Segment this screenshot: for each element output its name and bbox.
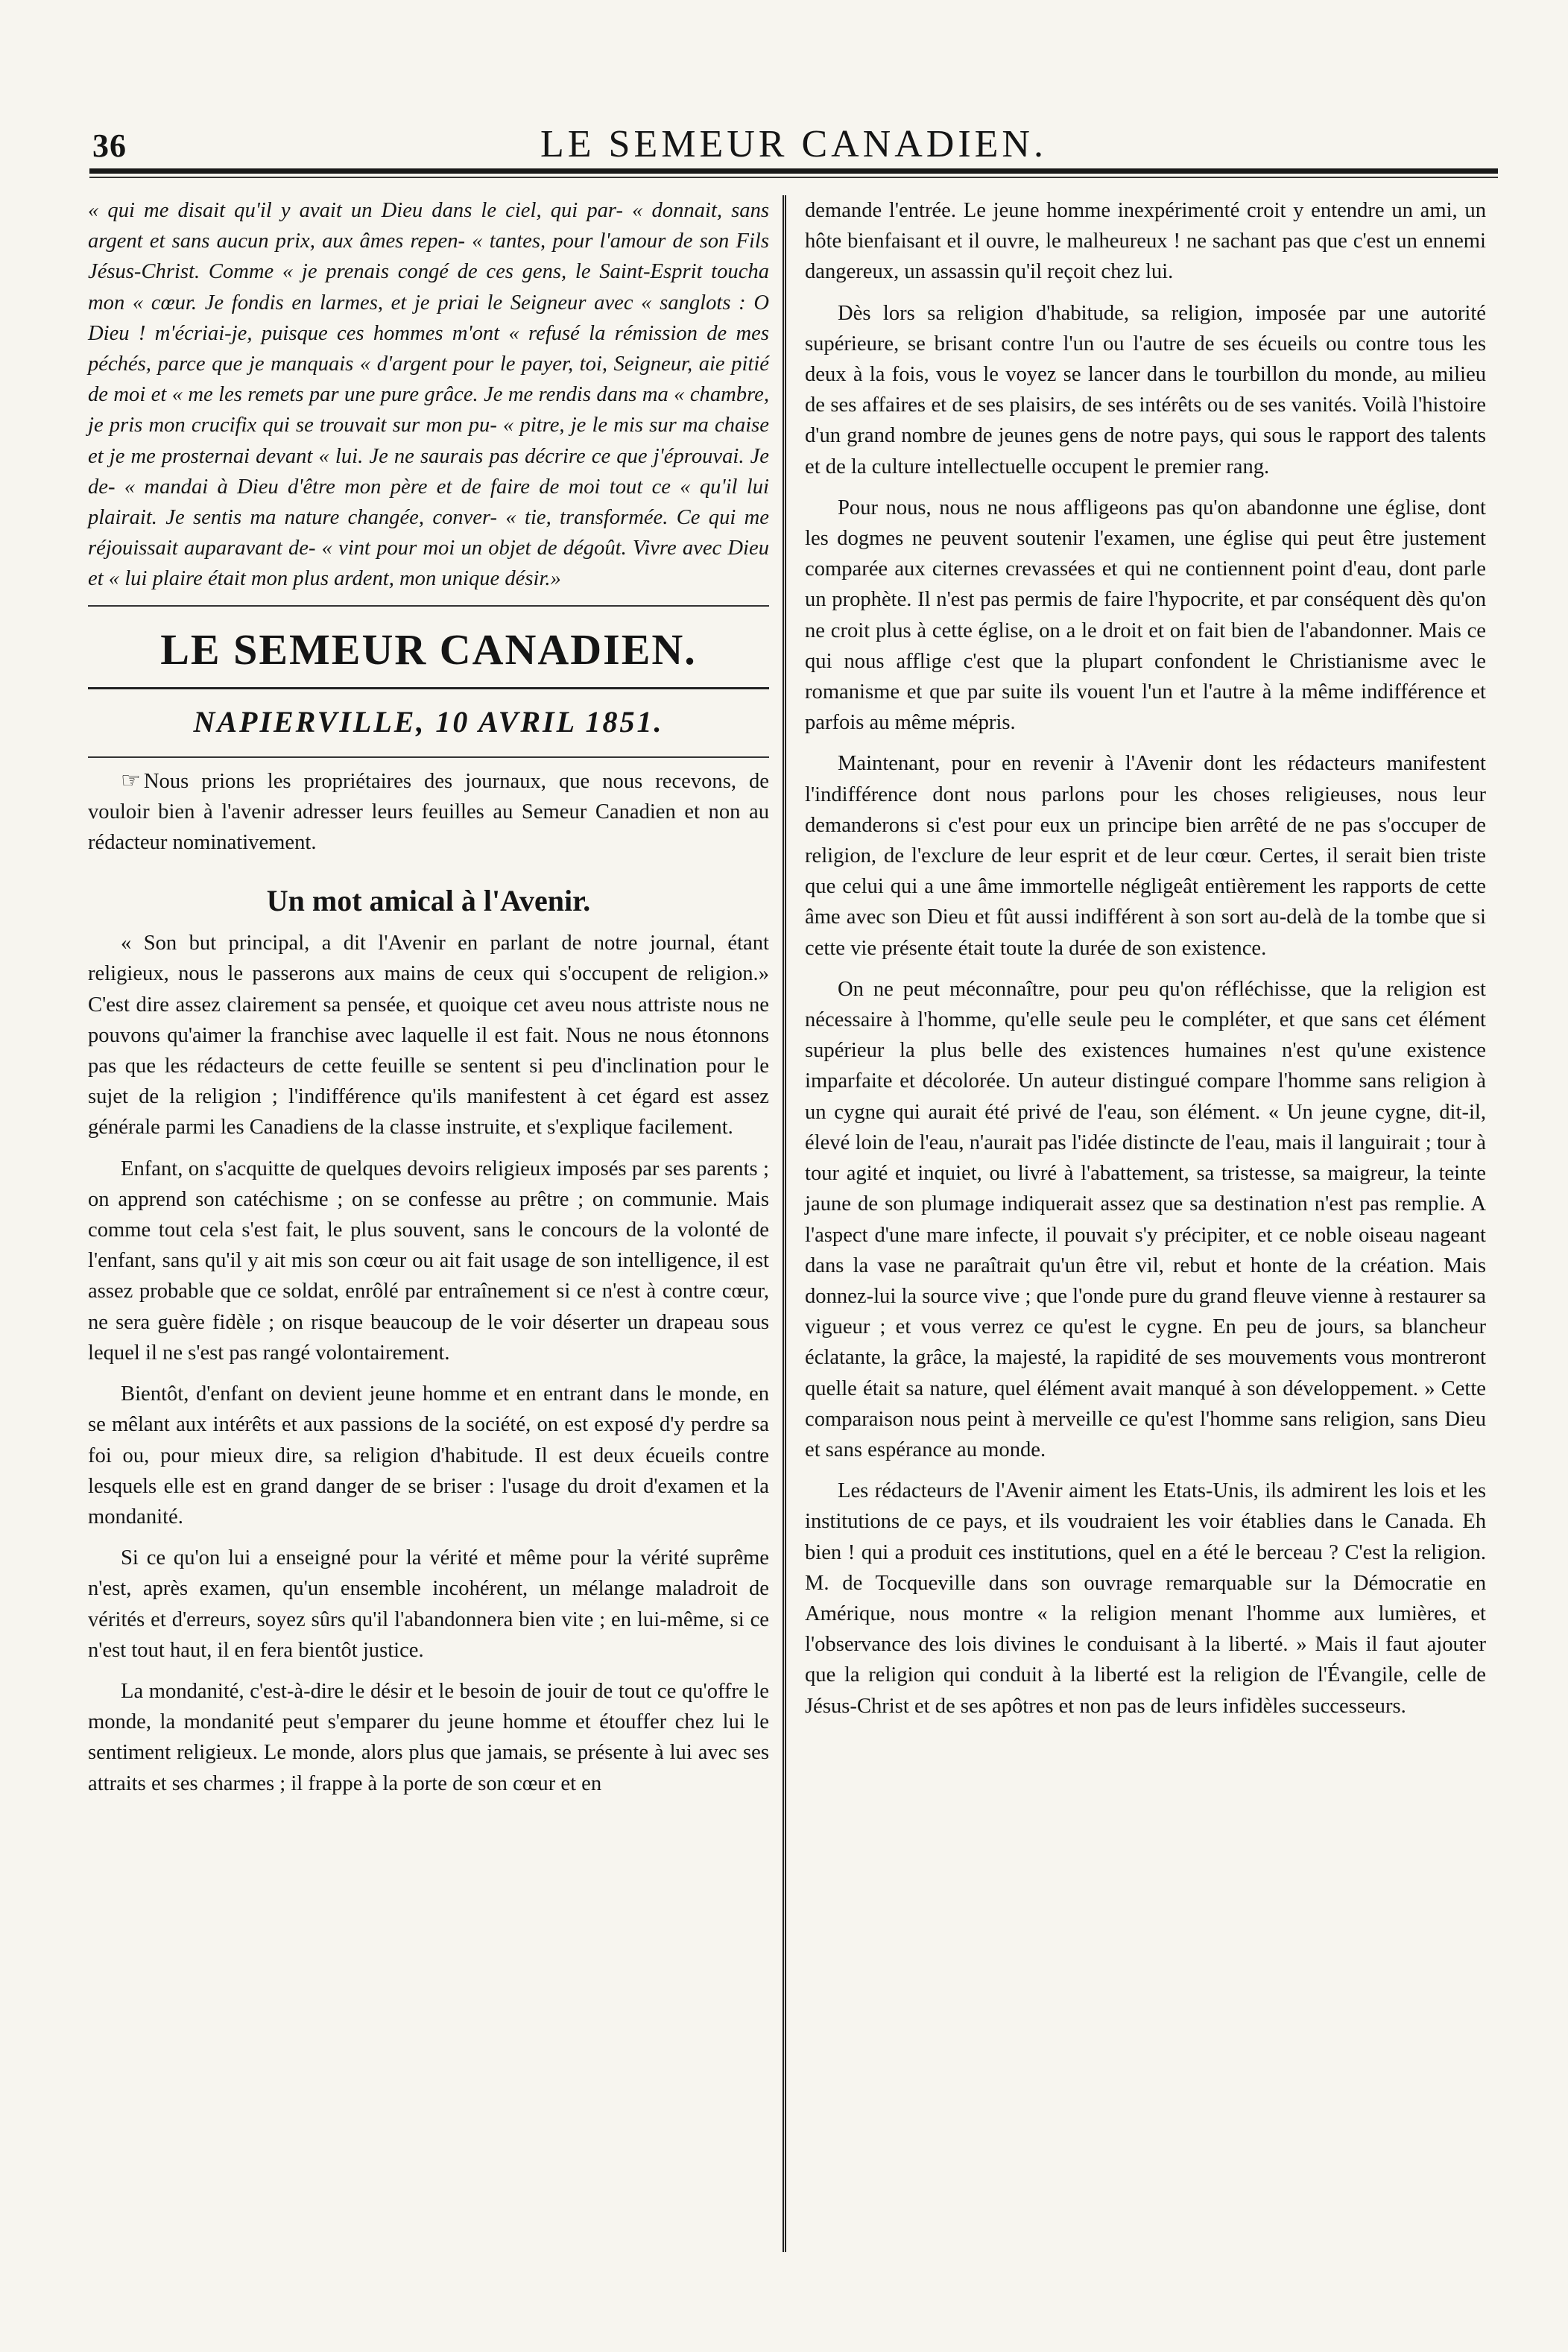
column-divider: [783, 195, 786, 2252]
notice-text: Nous prions les propriétaires des journaux, que nous recevons, de vouloir bien à l'avenir adresser leurs feuilles au Semeur Canadien et non au rédacteur nominativement.: [88, 769, 769, 855]
article-paragraph: Dès lors sa religion d'habitude, sa religion, imposée par une autorité supérieure, se brisant contre l'un ou l'autre de ses écueils ou contre tous les deux à la fois, vous le voyez se lancer dans le tourbillon du monde, au milieu de ses affaires et de ses plaisirs, de ses intérêts ou de ses vanités. Voilà l'histoire d'un grand nombre de jeunes gens de notre pays, qui sous le rapport des talents et de la culture intellectuelle occupent le premier rang.: [805, 301, 1486, 478]
quote-block: [88, 195, 769, 595]
masthead-rule: [88, 687, 769, 689]
dateline: NAPIERVILLE, 10 AVRIL 1851.: [193, 704, 664, 739]
publisher-notice: [88, 765, 769, 859]
running-title: LE SEMEUR CANADIEN.: [540, 123, 1047, 165]
page-number: 36: [92, 127, 127, 164]
article-title: Un mot amical à l'Avenir.: [266, 884, 591, 918]
header-rule-thick: [89, 168, 1498, 174]
header-rule-thin: [89, 177, 1498, 178]
article-paragraph: Maintenant, pour en revenir à l'Avenir dont les rédacteurs manifestent l'indifférence dont nous parlons pour les choses religieuses, nous leur demanderons si c'est pour eux un principe bien arrêté de ne pas s'occuper de religion, de l'exclure de leur esprit et de leur cœur. Certes, il serait bien triste que celui qui a une âme immortelle négligeât entièrement les rapports de cette âme avec son Dieu et fût aussi indifférent à son sort au-delà de la tombe que si cette vie présente était toute la durée de son existence.: [805, 752, 1486, 960]
article-paragraph: On ne peut méconnaître, pour peu qu'on réfléchisse, que la religion est nécessaire à l'homme, qu'elle seule peu le compléter, et que sans cet élément supérieur la plus belle des existences humaines n'est qu'une existence imparfaite et décolorée. Un auteur distingué compare l'homme sans religion à un cygne qui aurait été privé de l'eau, son élément. « Un jeune cygne, dit-il, élevé loin de l'eau, n'aurait pas l'idée distincte de l'eau, mais il languirait ; tour à tour agité et inquiet, ou livré à l'abattement, sa tristesse, sa maigreur, la teinte jaune de son plumage indiquerait assez que sa destination n'est pas remplie. A l'aspect d'une mare infecte, il pouvait s'y précipiter, et ce noble oiseau nageant dans la vase ne paraîtrait qu'un être vil, rebut et honte de la création. Mais donnez-lui la source vive ; que l'onde pure du grand fleuve vienne à restaurer sa vigueur ; et vous verrez ce qu'est le cygne. En peu de jours, sa blancheur éclatante, la grâce, la majesté, la rapidité de ses mouvements vous montreront quelle était sa nature, quel élément avait manqué à son développement. » Cette comparaison nous peint à merveille ce qu'est l'homme sans religion, sans Dieu et sans espérance au monde.: [805, 977, 1486, 1461]
article-paragraph: demande l'entrée. Le jeune homme inexpérimenté croit y entendre un ami, un hôte bienfaisant et il ouvre, le malheureux ! ne sachant pas que c'est un ennemi dangereux, un assassin qu'il reçoit chez lui.: [805, 199, 1486, 284]
masthead-separator: [88, 605, 769, 607]
article-paragraph: Si ce qu'on lui a enseigné pour la vérité et même pour la vérité suprême n'est, après examen, qu'un ensemble incohérent, un mélange maladroit de vérités et d'erreurs, soyez sûrs qu'il l'abandonnera bien vite ; en lui-même, si ce n'est tout haut, il en fera bientôt justice.: [88, 1546, 769, 1662]
running-head: [89, 112, 1498, 164]
pointing-hand-icon: ☞: [121, 768, 141, 793]
left-column: [88, 195, 769, 1799]
article-paragraph: La mondanité, c'est-à-dire le désir et le besoin de jouir de tout ce qu'offre le monde, la mondanité peut s'emparer du jeune homme et étouffer chez lui le sentiment religieux. Le monde, alors plus que jamais, se présente à lui avec ses attraits et ses charmes ; il frappe à la porte de son cœur et en: [88, 1679, 769, 1795]
quote-text: « qui me disait qu'il y avait un Dieu dans le ciel, qui par- « donnait, sans argent et sans aucun prix, aux âmes repen- « tantes, pour l'amour de son Fils Jésus-Christ. Comme « je prenais congé de ces gens, le Saint-Esprit toucha mon « cœur. Je fondis en larmes, et je priai le Seigneur avec « sanglots : O Dieu ! m'écriai-je, puisque ces hommes m'ont « refusé la rémission de mes péchés, parce que je manquais « d'argent pour le payer, toi, Seigneur, aie pitié de moi et « me les remets par une pure grâce. Je me rendis dans ma « chambre, je pris mon crucifix qui se trouvait sur mon pu- « pitre, je le mis sur ma chaise et je me prosternai devant « lui. Je ne saurais pas décrire ce que j'éprouvai. Je de- « mandai à Dieu d'être mon père et de faire de moi tout ce « qu'il lui plairait. Je sentis ma nature changée, conver- « tie, transformée. Ce qui me réjouissait auparavant de- « vint pour moi un objet de dégoût. Vivre avec Dieu et « lui plaire était mon plus ardent, mon unique désir.»: [88, 199, 769, 591]
article-paragraph: Bientôt, d'enfant on devient jeune homme et en entrant dans le monde, en se mêlant aux intérêts et aux passions de la société, on est exposé d'y perdre sa foi ou, pour mieux dire, sa religion d'habitude. Il est deux écueils contre lesquels elle est en grand danger de se briser : l'usage du droit d'examen et la mondanité.: [88, 1382, 769, 1529]
right-column: [805, 195, 1486, 1722]
dateline-rule: [88, 756, 769, 758]
article-paragraph: « Son but principal, a dit l'Avenir en parlant de notre journal, étant religieux, nous le passerons aux mains de ceux qui s'occupent de religion.» C'est dire assez clairement sa pensée, et quoique cet aveu nous attriste nous ne pouvons qu'aimer la franchise avec laquelle il est fait. Nous ne nous étonnons pas que les rédacteurs de cette feuille se sentent si peu d'inclination pour le sujet de la religion ; l'indifférence qu'ils manifestent à cet égard est assez générale parmi les Canadiens de la classe instruite, et s'explique facilement.: [88, 932, 769, 1139]
article-paragraph: Pour nous, nous ne nous affligeons pas qu'on abandonne une église, dont les dogmes ne peuvent soutenir l'examen, une église qui peut être justement comparée aux citernes crevassées et qui ne contiennent point d'eau, dont parle un prophète. Il n'est pas permis de faire l'hypocrite, et par conséquent dès qu'on ne croit plus à cette église, on a le droit et on fait bien de l'abandonner. Mais ce qui nous afflige c'est que la plupart confondent le Christianisme avec le romanisme et que par suite ils vouent l'un et l'autre à la même indifférence et parfois au même mépris.: [805, 496, 1486, 735]
article-paragraph: Les rédacteurs de l'Avenir aiment les Etats-Unis, ils admirent les lois et les institutions de ce pays, et ils voudraient les voir établies dans le Canada. Eh bien ! qui a produit ces institutions, quel en a été le berceau ? C'est la religion. M. de Tocqueville dans son ouvrage remarquable sur la Démocratie en Amérique, nous montre « la religion menant l'homme aux lumières, et l'observance des lois divines le conduisant à la liberté. » Mais il faut ajouter que la religion qui conduit à la liberté est la religion de l'Évangile, celle de Jésus-Christ et de ses apôtres et non pas de leurs infidèles successeurs.: [805, 1479, 1486, 1718]
article-paragraph: Enfant, on s'acquitte de quelques devoirs religieux imposés par ses parents ; on apprend son catéchisme ; on se confesse au prêtre ; on communie. Mais comme tout cela s'est fait, le plus souvent, sans le concours de la volonté de l'enfant, sans qu'il y ait mis son cœur ou ait fait usage de son intelligence, il est assez probable que ce soldat, enrôlé par entraînement si ce n'est à contre cœur, ne sera guère fidèle ; on risque beaucoup de le voir déserter un drapeau sous lequel il ne s'est pas rangé volontairement.: [88, 1157, 769, 1365]
masthead-title: LE SEMEUR CANADIEN.: [160, 625, 697, 674]
